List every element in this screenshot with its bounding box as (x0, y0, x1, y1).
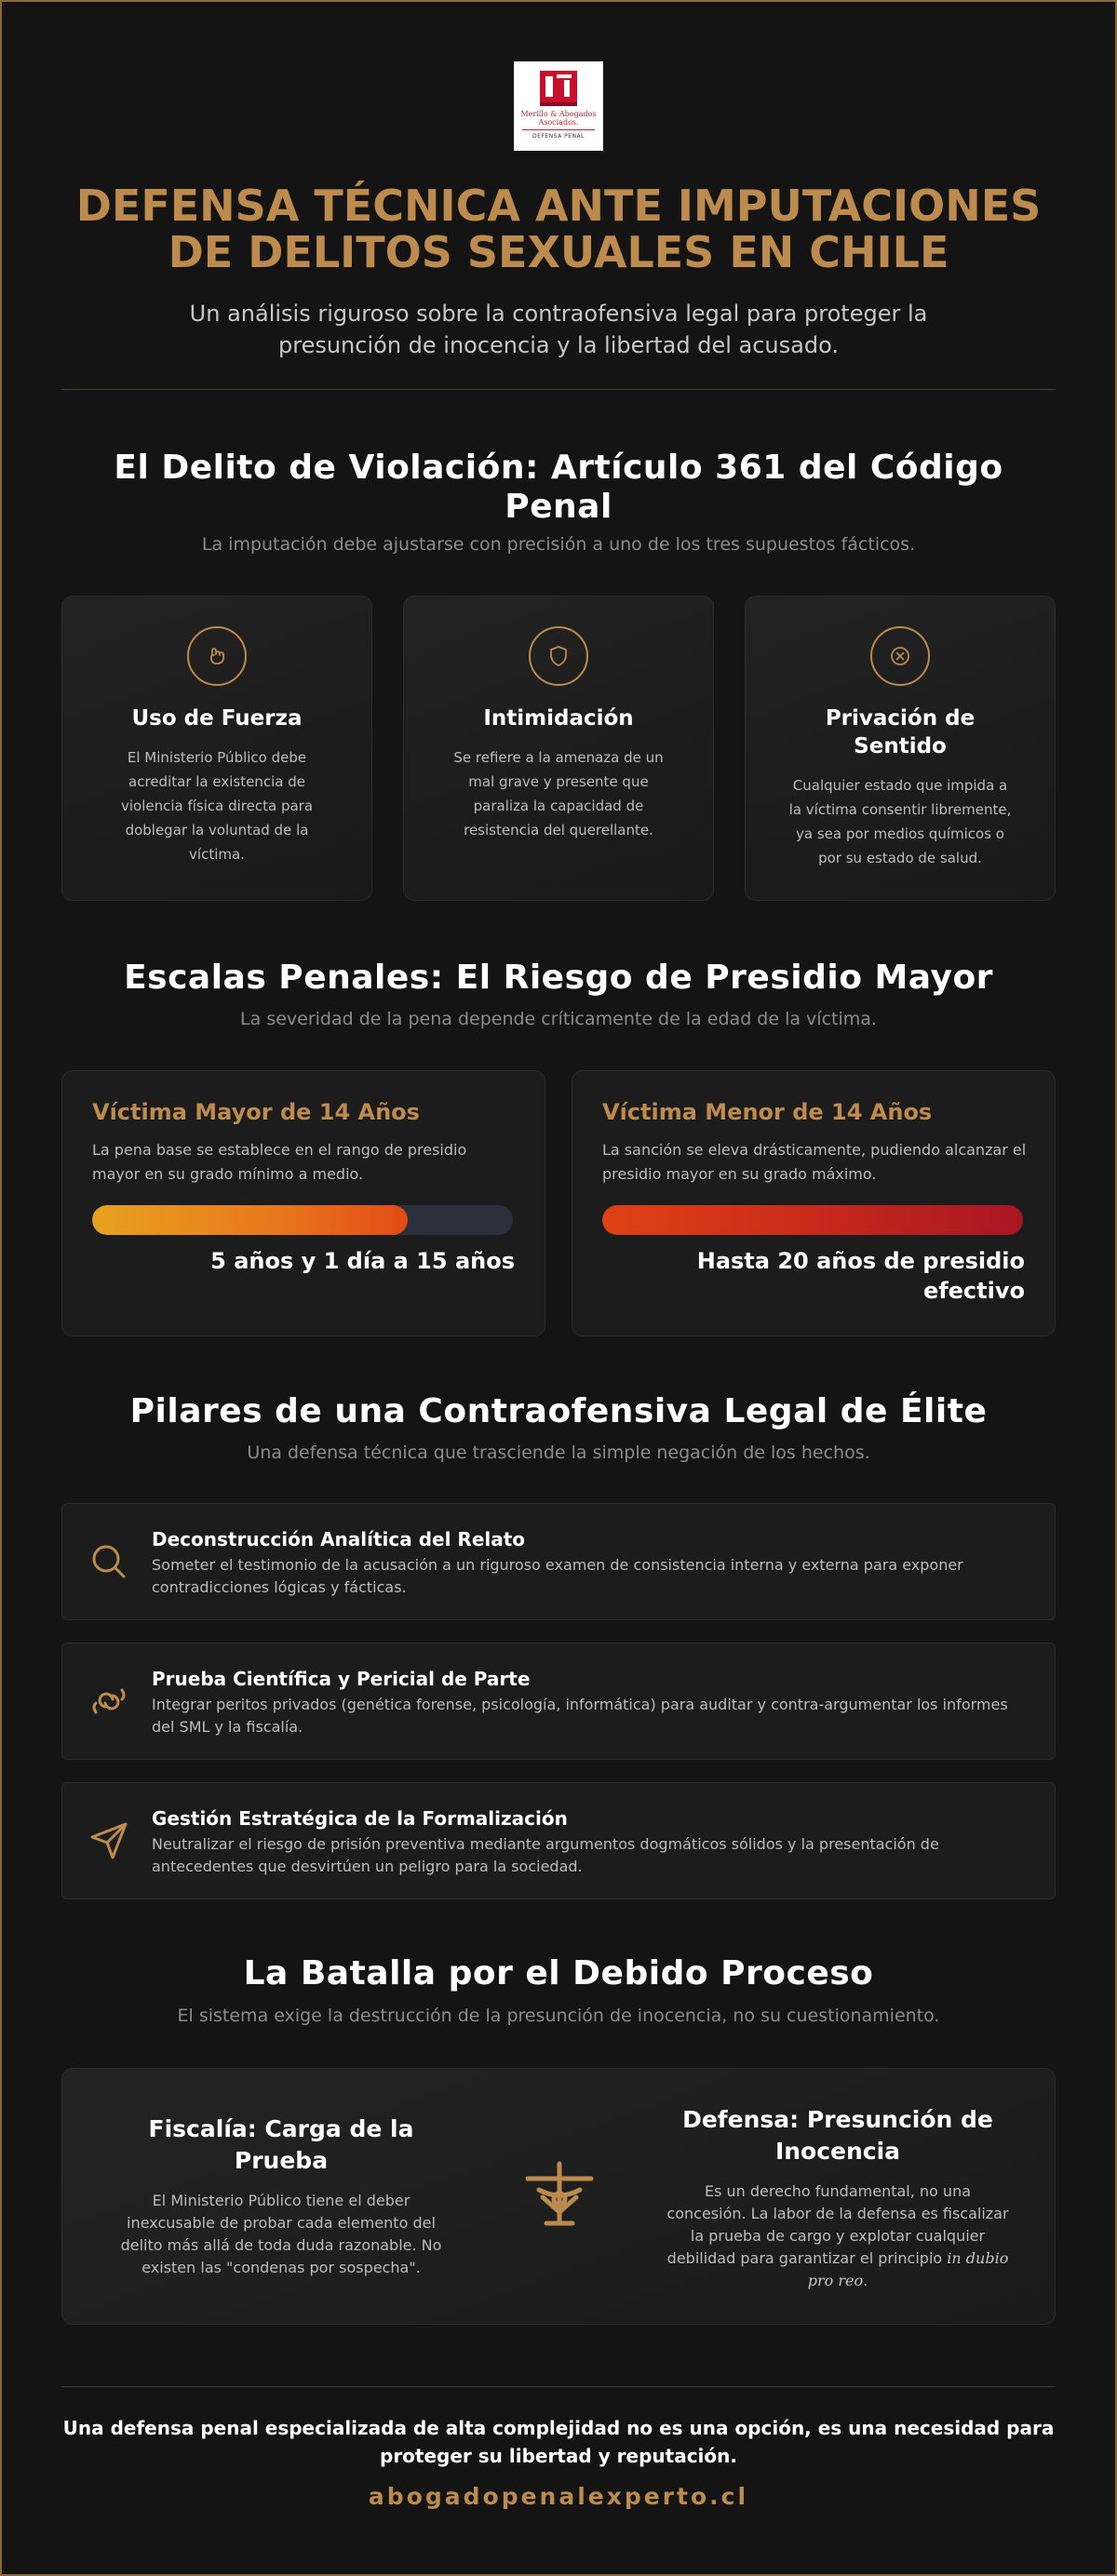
penalty-bar-track (602, 1205, 1023, 1235)
section-subtitle-process: El sistema exige la destrucción de la presunción de inocencia, no su cuestionamiento. (177, 2006, 940, 2026)
penalty-value: Hasta 20 años de presidio efectivo (696, 1248, 1025, 1304)
logo-tagline: DEFENSA PENAL (532, 133, 585, 140)
pillar-item-formalization (61, 1782, 1056, 1899)
penalty-bar-fill (92, 1205, 408, 1235)
defense-column (666, 2104, 1010, 2292)
penalty-bar-track (92, 1205, 513, 1235)
penalty-card-under-14 (572, 1070, 1056, 1336)
card-text: El Ministerio Público debe acreditar la existencia de violencia física directa para doblegar la voluntad de la víctima. (120, 749, 314, 863)
defense-title: Defensa: Presunción de Inocencia (682, 2106, 993, 2165)
prosecution-text: El Ministerio Público tiene el deber inexcusable de probar cada elemento del delito más allá de toda duda razonable. No existen las "condenas por sospecha". (120, 2192, 442, 2276)
pillar-title: Deconstrucción Analítica del Relato (152, 1528, 526, 1550)
prosecution-title: Fiscalía: Carga de la Prueba (148, 2115, 414, 2174)
card-text: Cualquier estado que impida a la víctima consentir libremente, ya sea por medios químicos o por su estado de salud. (788, 777, 1012, 866)
page-subtitle: Un análisis riguroso sobre la contraofensiva legal para proteger la presunción de inocencia y la libertad del acusado. (189, 301, 928, 358)
offense-card-force (61, 596, 372, 901)
penalty-value: 5 años y 1 día a 15 años (210, 1248, 515, 1274)
pillar-text: Neutralizar el riesgo de prisión preventiva mediante argumentos dogmáticos sólidos y la presentación de antecedentes que desvirtúen un peligro para la sociedad. (152, 1835, 939, 1875)
card-title: Uso de Fuerza (131, 706, 303, 731)
firm-logo (514, 61, 603, 151)
fist-icon (187, 626, 247, 686)
logo-rule (522, 129, 595, 130)
defense-text-body: Es un derecho fundamental, no una concesión. La labor de la defensa es fiscalizar la prueba de cargo y explotar cualquier debilidad para garantizar el principio (666, 2182, 1009, 2267)
penalty-text: La pena base se establece en el rango de presidio mayor en su grado mínimo a medio. (92, 1141, 467, 1183)
search-icon (87, 1539, 131, 1584)
pillar-item-scientific (61, 1643, 1056, 1760)
page-title: DEFENSA TÉCNICA ANTE IMPUTACIONES DE DELITOS SEXUALES EN CHILE (75, 181, 1042, 277)
dna-link-icon (87, 1679, 131, 1724)
pillar-text: Someter el testimonio de la acusación a un riguroso examen de consistencia interna y externa para exponer contradicciones lógicas y fácticas. (152, 1556, 963, 1596)
shield-icon (529, 626, 588, 686)
penalty-title: Víctima Menor de 14 Años (602, 1099, 933, 1125)
penalty-text: La sanción se eleva drásticamente, pudiendo alcanzar el presidio mayor en su grado máximo. (602, 1141, 1027, 1183)
offense-card-deprivation (745, 596, 1056, 901)
section-title-pillars: Pilares de una Contraofensiva Legal de Élite (129, 1392, 988, 1430)
logo-emblem-icon (536, 67, 581, 108)
section-title-process: La Batalla por el Debido Proceso (243, 1954, 874, 1992)
section-subtitle-offense: La imputación debe ajustarse con precisión a uno de los tres supuestos fácticos. (201, 534, 916, 555)
section-title-penalties: Escalas Penales: El Riesgo de Presidio Mayor (124, 959, 993, 997)
penalty-title: Víctima Mayor de 14 Años (92, 1099, 420, 1125)
section-subtitle-pillars: Una defensa técnica que trasciende la simple negación de los hechos. (247, 1442, 870, 1463)
circle-x-icon (870, 626, 930, 686)
card-title: Intimidación (483, 706, 634, 731)
closing-statement: Una defensa penal especializada de alta complejidad no es una opción, es una necesidad para proteger su libertad y reputación. (62, 2417, 1055, 2467)
defense-text (666, 2180, 1010, 2292)
footer-divider (61, 2386, 1056, 2387)
header-divider (61, 389, 1056, 390)
prosecution-column (109, 2113, 453, 2279)
pillar-title: Gestión Estratégica de la Formalización (152, 1807, 568, 1830)
card-title: Privación de Sentido (825, 706, 976, 758)
scales-of-justice-icon (518, 2153, 600, 2234)
pillar-text: Integrar peritos privados (genética forense, psicología, informática) para auditar y contra-argumentar los informes del SML y la fiscalía. (152, 1696, 1008, 1736)
website-link[interactable]: abogadopenalexperto.cl (368, 2483, 749, 2510)
pillar-item-analysis (61, 1503, 1056, 1620)
section-subtitle-penalties: La severidad de la pena depende críticamente de la edad de la víctima. (240, 1009, 877, 1029)
due-process-panel (61, 2068, 1056, 2325)
pillar-title: Prueba Científica y Pericial de Parte (152, 1668, 531, 1690)
penalty-bar-fill (602, 1205, 1023, 1235)
logo-name-line1: Merillo & Abogados (520, 110, 597, 118)
card-text: Se refiere a la amenaza de un mal grave y presente que paraliza la capacidad de resistencia del querellante. (453, 749, 664, 839)
logo-name (520, 110, 596, 127)
send-icon (87, 1818, 131, 1863)
defense-text-end: . (863, 2272, 868, 2289)
logo-name-line2: Asociados. (538, 118, 579, 127)
penalty-card-over-14 (61, 1070, 545, 1336)
defense-text-emphasis: in dubio pro reo (807, 2249, 1009, 2289)
offense-card-intimidation (403, 596, 714, 901)
section-title-offense: El Delito de Violación: Artículo 361 del Código Penal (114, 449, 1003, 526)
